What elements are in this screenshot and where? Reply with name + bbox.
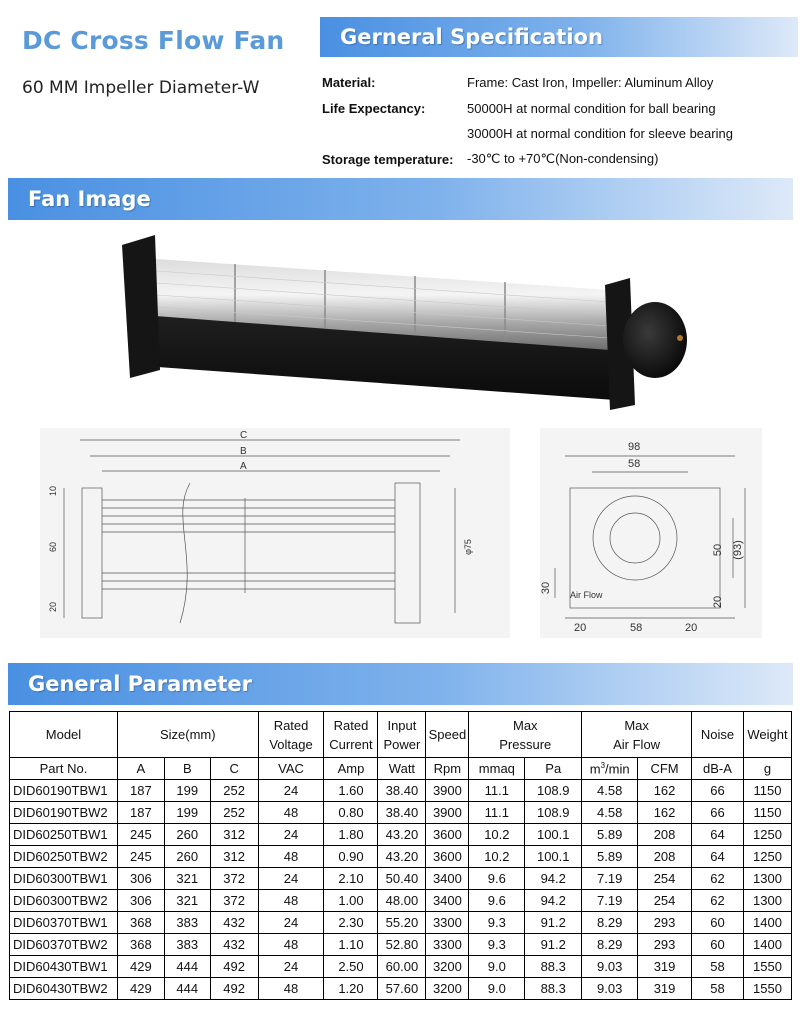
unit-amp: Amp — [324, 758, 378, 780]
table-cell: 1300 — [743, 890, 791, 912]
table-cell: 492 — [210, 956, 258, 978]
table-cell: 108.9 — [525, 780, 582, 802]
col-power: Input Power — [378, 712, 426, 758]
dim-58-top: 58 — [628, 458, 641, 470]
table-cell: 4.58 — [582, 802, 638, 824]
unit-m3min: $m^3/\min$ — [582, 758, 638, 780]
table-cell: 306 — [117, 868, 164, 890]
table-cell: 319 — [638, 978, 692, 1000]
dimension-drawing-side — [540, 428, 762, 638]
table-cell: 2.30 — [324, 912, 378, 934]
table-cell: 245 — [117, 846, 164, 868]
table-cell: 2.10 — [324, 868, 378, 890]
table-cell: 383 — [164, 934, 210, 956]
table-cell: 58 — [692, 956, 744, 978]
table-cell: 1.00 — [324, 890, 378, 912]
table-row — [10, 934, 792, 956]
unit-g: g — [743, 758, 791, 780]
table-cell: 9.0 — [469, 956, 525, 978]
table-cell: 162 — [638, 780, 692, 802]
part-number-cell: DID60370TBW2 — [10, 934, 118, 956]
table-cell: 43.20 — [378, 824, 426, 846]
table-cell: 38.40 — [378, 802, 426, 824]
table-cell: 9.03 — [582, 956, 638, 978]
page-title: DC Cross Flow Fan — [22, 26, 285, 55]
table-cell: 57.60 — [378, 978, 426, 1000]
table-cell: 66 — [692, 802, 744, 824]
table-unit-row — [10, 758, 792, 780]
table-cell: 60.00 — [378, 956, 426, 978]
dimension-drawing-front — [40, 428, 510, 638]
unit-cfm: CFM — [638, 758, 692, 780]
table-cell: 199 — [164, 780, 210, 802]
table-cell: 3400 — [426, 890, 469, 912]
table-cell: 444 — [164, 978, 210, 1000]
table-cell: 1550 — [743, 956, 791, 978]
table-cell: 0.80 — [324, 802, 378, 824]
table-cell: 11.1 — [469, 802, 525, 824]
table-cell: 312 — [210, 824, 258, 846]
table-cell: 1300 — [743, 868, 791, 890]
spec-value: 30000H at normal condition for sleeve bearing — [467, 126, 733, 142]
table-cell: 9.6 — [469, 890, 525, 912]
table-cell: 5.89 — [582, 846, 638, 868]
table-cell: 60 — [692, 912, 744, 934]
table-cell: 66 — [692, 780, 744, 802]
parameter-table — [9, 711, 792, 1000]
table-cell: 64 — [692, 824, 744, 846]
part-number-cell: DID60190TBW2 — [10, 802, 118, 824]
table-cell: 245 — [117, 824, 164, 846]
table-cell: 24 — [258, 780, 324, 802]
table-cell: 7.19 — [582, 868, 638, 890]
table-cell: 199 — [164, 802, 210, 824]
part-number-cell: DID60190TBW1 — [10, 780, 118, 802]
dim-b: B — [240, 446, 247, 457]
table-cell: 1.20 — [324, 978, 378, 1000]
dim-10: 10 — [48, 485, 59, 497]
table-row — [10, 912, 792, 934]
table-cell: 62 — [692, 868, 744, 890]
dim-a: A — [240, 461, 247, 472]
spec-value: -30℃ to +70℃(Non-condensing) — [467, 151, 659, 167]
unit-rpm: Rpm — [426, 758, 469, 780]
part-number-cell: DID60370TBW1 — [10, 912, 118, 934]
dim-60: 60 — [48, 541, 59, 553]
table-cell: 3200 — [426, 978, 469, 1000]
table-cell: 293 — [638, 912, 692, 934]
table-cell: 432 — [210, 912, 258, 934]
table-row — [10, 802, 792, 824]
table-cell: 3600 — [426, 846, 469, 868]
table-cell: 8.29 — [582, 934, 638, 956]
unit-vac: VAC — [258, 758, 324, 780]
general-parameter-section-header: General Parameter — [8, 663, 793, 705]
table-row — [10, 956, 792, 978]
table-cell: 9.3 — [469, 934, 525, 956]
table-cell: 10.2 — [469, 846, 525, 868]
table-cell: 38.40 — [378, 780, 426, 802]
fan-photo — [110, 230, 695, 425]
table-row — [10, 868, 792, 890]
dim-phi75: φ75 — [462, 539, 473, 555]
table-cell: 3300 — [426, 934, 469, 956]
unit-part: Part No. — [10, 758, 118, 780]
unit-mmaq: mmaq — [469, 758, 525, 780]
part-number-cell: DID60430TBW1 — [10, 956, 118, 978]
table-cell: 24 — [258, 868, 324, 890]
table-cell: 312 — [210, 846, 258, 868]
table-cell: 9.3 — [469, 912, 525, 934]
table-row — [10, 824, 792, 846]
dim-20-right-bottom: 20 — [685, 622, 698, 634]
unit-pa: Pa — [525, 758, 582, 780]
table-cell: 187 — [117, 780, 164, 802]
dim-50: 50 — [712, 543, 725, 557]
table-cell: 1400 — [743, 934, 791, 956]
table-cell: 48 — [258, 846, 324, 868]
col-pressure: Max Pressure — [469, 712, 582, 758]
table-cell: 5.89 — [582, 824, 638, 846]
table-cell: 9.6 — [469, 868, 525, 890]
table-cell: 306 — [117, 890, 164, 912]
col-speed: Speed — [426, 712, 469, 758]
table-cell: 3300 — [426, 912, 469, 934]
col-airflow: Max Air Flow — [582, 712, 692, 758]
table-cell: 492 — [210, 978, 258, 1000]
table-row — [10, 890, 792, 912]
table-cell: 3900 — [426, 802, 469, 824]
table-cell: 321 — [164, 868, 210, 890]
spec-label: Life Expectancy: — [322, 100, 426, 116]
table-cell: 2.50 — [324, 956, 378, 978]
table-cell: 11.1 — [469, 780, 525, 802]
table-cell: 9.03 — [582, 978, 638, 1000]
dim-20: 20 — [48, 601, 59, 613]
air-flow-label: Air Flow — [570, 590, 603, 600]
table-cell: 94.2 — [525, 890, 582, 912]
table-cell: 383 — [164, 912, 210, 934]
table-cell: 48 — [258, 890, 324, 912]
spec-row — [322, 121, 792, 147]
table-cell: 252 — [210, 802, 258, 824]
table-cell: 91.2 — [525, 912, 582, 934]
col-voltage: Rated Voltage — [258, 712, 324, 758]
table-cell: 0.90 — [324, 846, 378, 868]
table-cell: 10.2 — [469, 824, 525, 846]
table-cell: 100.1 — [525, 846, 582, 868]
table-cell: 293 — [638, 934, 692, 956]
table-row — [10, 846, 792, 868]
table-cell: 88.3 — [525, 978, 582, 1000]
table-cell: 208 — [638, 846, 692, 868]
page-subtitle: 60 MM Impeller Diameter-W — [22, 78, 260, 98]
table-cell: 444 — [164, 956, 210, 978]
spec-value: Frame: Cast Iron, Impeller: Aluminum Alloy — [467, 75, 714, 91]
col-weight: Weight — [743, 712, 791, 758]
table-cell: 7.19 — [582, 890, 638, 912]
table-cell: 260 — [164, 824, 210, 846]
unit-b: B — [164, 758, 210, 780]
spec-label: Storage temperature: — [322, 151, 454, 167]
spec-label: Material: — [322, 75, 376, 91]
table-cell: 187 — [117, 802, 164, 824]
table-cell: 50.40 — [378, 868, 426, 890]
spec-list — [322, 70, 792, 172]
table-cell: 252 — [210, 780, 258, 802]
table-cell: 368 — [117, 912, 164, 934]
spec-row — [322, 70, 792, 96]
table-cell: 4.58 — [582, 780, 638, 802]
unit-a: A — [117, 758, 164, 780]
table-row — [10, 780, 792, 802]
spec-section-header: Gerneral Specification — [320, 17, 798, 57]
table-cell: 9.0 — [469, 978, 525, 1000]
dim-58-bottom: 58 — [630, 622, 643, 634]
unit-watt: Watt — [378, 758, 426, 780]
table-cell: 48 — [258, 802, 324, 824]
table-cell: 91.2 — [525, 934, 582, 956]
table-cell: 55.20 — [378, 912, 426, 934]
table-cell: 254 — [638, 890, 692, 912]
dim-20-right: 20 — [712, 595, 725, 609]
table-cell: 1.10 — [324, 934, 378, 956]
table-cell: 208 — [638, 824, 692, 846]
col-model: Model — [10, 712, 118, 758]
table-cell: 48 — [258, 978, 324, 1000]
part-number-cell: DID60300TBW1 — [10, 868, 118, 890]
table-cell: 162 — [638, 802, 692, 824]
table-cell: 43.20 — [378, 846, 426, 868]
table-cell: 260 — [164, 846, 210, 868]
table-cell: 372 — [210, 890, 258, 912]
col-noise: Noise — [692, 712, 744, 758]
table-cell: 1150 — [743, 802, 791, 824]
table-cell: 254 — [638, 868, 692, 890]
table-cell: 1400 — [743, 912, 791, 934]
table-cell: 94.2 — [525, 868, 582, 890]
dim-30: 30 — [540, 581, 553, 595]
table-header-row — [10, 712, 792, 758]
spec-row — [322, 96, 792, 122]
table-cell: 368 — [117, 934, 164, 956]
table-cell: 8.29 — [582, 912, 638, 934]
part-number-cell: DID60430TBW2 — [10, 978, 118, 1000]
table-cell: 48.00 — [378, 890, 426, 912]
table-cell: 3600 — [426, 824, 469, 846]
table-cell: 1.60 — [324, 780, 378, 802]
table-cell: 100.1 — [525, 824, 582, 846]
table-cell: 372 — [210, 868, 258, 890]
part-number-cell: DID60250TBW2 — [10, 846, 118, 868]
table-cell: 429 — [117, 956, 164, 978]
dim-c: C — [240, 430, 248, 441]
col-size: Size(mm) — [117, 712, 258, 758]
table-cell: 64 — [692, 846, 744, 868]
table-cell: 48 — [258, 934, 324, 956]
table-cell: 3200 — [426, 956, 469, 978]
dim-93: (93) — [731, 540, 744, 560]
fan-image-section-header: Fan Image — [8, 178, 793, 220]
table-cell: 62 — [692, 890, 744, 912]
table-cell: 321 — [164, 890, 210, 912]
table-cell: 58 — [692, 978, 744, 1000]
table-cell: 52.80 — [378, 934, 426, 956]
table-cell: 1250 — [743, 846, 791, 868]
table-cell: 1550 — [743, 978, 791, 1000]
part-number-cell: DID60300TBW2 — [10, 890, 118, 912]
table-cell: 1.80 — [324, 824, 378, 846]
part-number-cell: DID60250TBW1 — [10, 824, 118, 846]
unit-c: C — [210, 758, 258, 780]
spec-value: 50000H at normal condition for ball bearing — [467, 100, 716, 116]
table-cell: 108.9 — [525, 802, 582, 824]
spec-row — [322, 147, 792, 173]
table-cell: 24 — [258, 956, 324, 978]
table-cell: 429 — [117, 978, 164, 1000]
table-cell: 24 — [258, 912, 324, 934]
table-cell: 88.3 — [525, 956, 582, 978]
table-cell: 1250 — [743, 824, 791, 846]
table-row — [10, 978, 792, 1000]
table-cell: 1150 — [743, 780, 791, 802]
dim-98: 98 — [628, 441, 641, 453]
table-cell: 319 — [638, 956, 692, 978]
table-cell: 432 — [210, 934, 258, 956]
col-current: Rated Current — [324, 712, 378, 758]
table-cell: 3400 — [426, 868, 469, 890]
dim-20-left-bottom: 20 — [574, 622, 587, 634]
unit-dba: dB-A — [692, 758, 744, 780]
table-cell: 24 — [258, 824, 324, 846]
table-cell: 3900 — [426, 780, 469, 802]
table-cell: 60 — [692, 934, 744, 956]
